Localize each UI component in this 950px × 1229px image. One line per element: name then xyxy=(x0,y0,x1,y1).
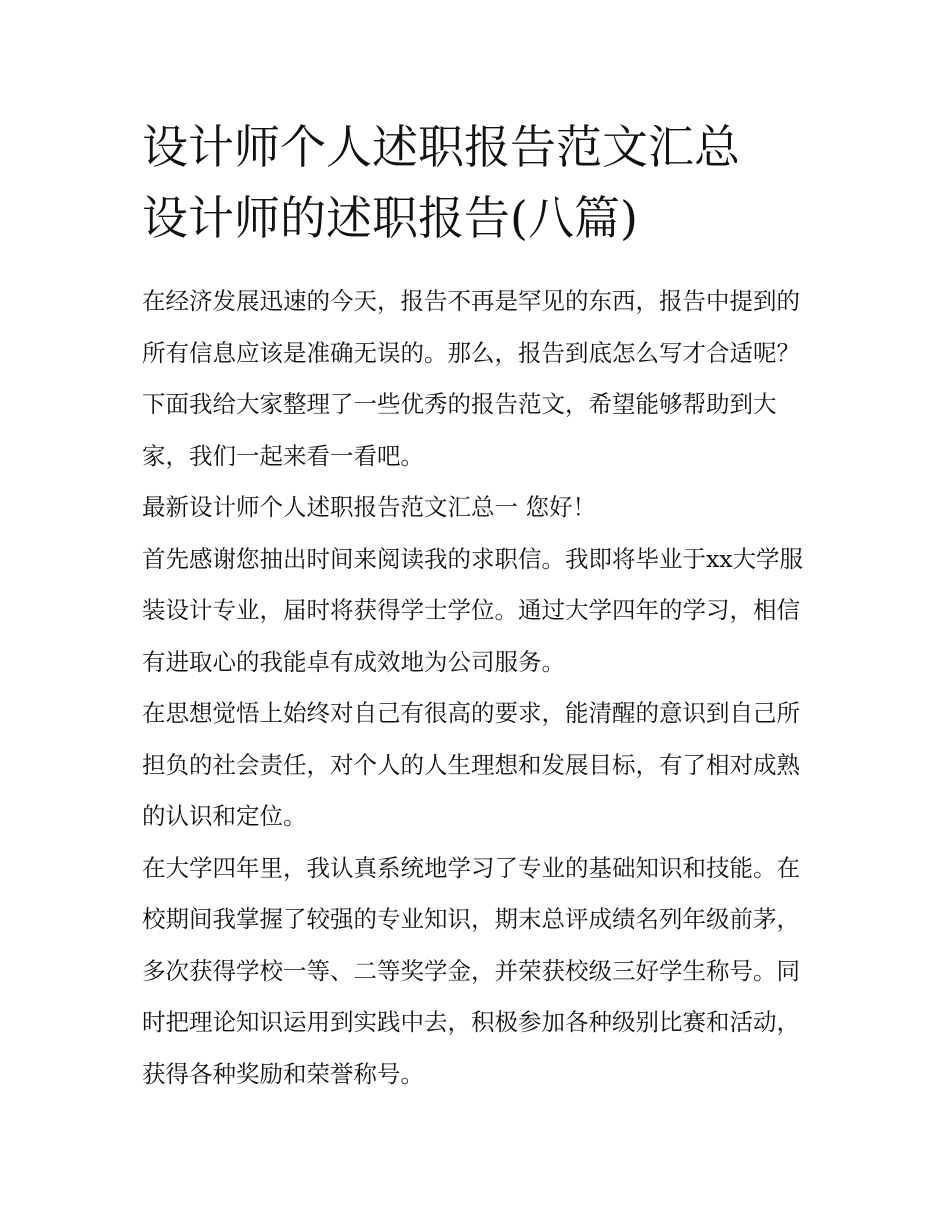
paragraph-thanks: 首先感谢您抽出时间来阅读我的求职信。我即将毕业于xx大学服装设计专业，届时将获得学士学位。通过大学四年的学习，相信有进取心的我能卓有成效地为公司服务。 xyxy=(142,544,804,676)
paragraph-greeting: 最新设计师个人述职报告范文汇总一 您好！ xyxy=(142,493,596,521)
document-body xyxy=(142,276,814,1100)
paragraph-study: 在大学四年里，我认真系统地学习了专业的基础知识和技能。在校期间我掌握了较强的专业知识，期末总评成绩名列年级前茅，多次获得学校一等、二等奖学金，并荣获校级三好学生称号。同时把理论知识运用到实践中去，积极参加各种级别比赛和活动，获得各种奖励和荣誉称号。 xyxy=(142,853,800,1088)
title-line-1: 设计师个人述职报告范文汇总 xyxy=(142,120,740,174)
document-title xyxy=(142,112,822,254)
paragraph-intro: 在经济发展迅速的今天，报告不再是罕见的东西，报告中提到的所有信息应该是准确无误的。那么，报告到底怎么写才合适呢？下面我给大家整理了一些优秀的报告范文，希望能够帮助到大家，我们一起来看一看吧。 xyxy=(142,287,800,470)
paragraph-attitude: 在思想觉悟上始终对自己有很高的要求，能清醒的意识到自己所担负的社会责任，对个人的人生理想和发展目标，有了相对成熟的认识和定位。 xyxy=(142,699,800,830)
title-line-2: 设计师的述职报告(八篇) xyxy=(142,191,638,245)
